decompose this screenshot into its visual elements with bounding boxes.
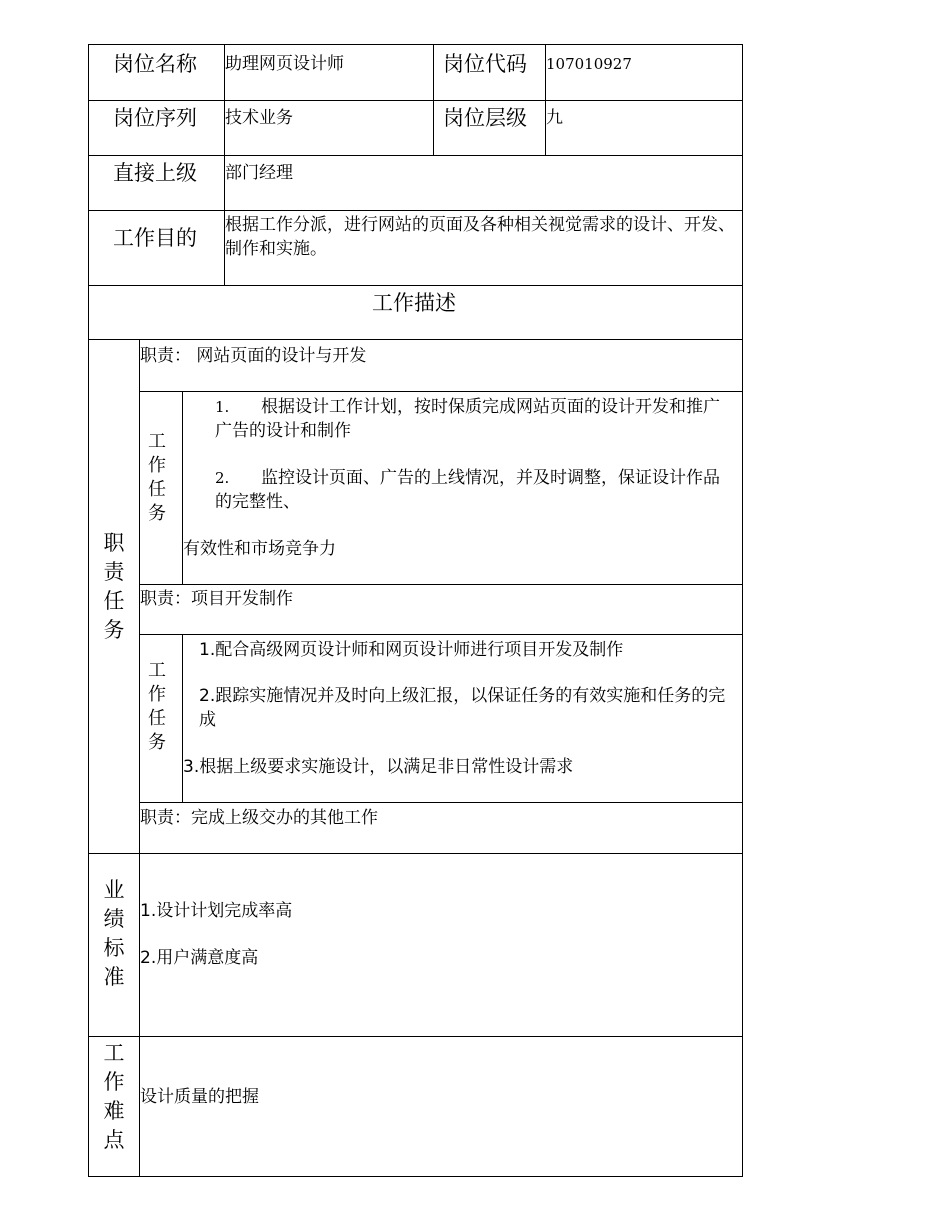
position-name-value: 助理网页设计师 [225, 54, 344, 74]
purpose-value: 根据工作分派，进行网站的页面及各种相关视觉需求的设计、开发、制作和实施。 [225, 215, 735, 259]
position-series-value: 技术业务 [225, 108, 293, 128]
task-item: 1.配合高级网页设计师和网页设计师进行项目开发及制作 [199, 640, 624, 660]
difficulty-label: 工作难点 [103, 1041, 125, 1152]
supervisor-value: 部门经理 [225, 163, 293, 183]
task-number: 1. [215, 398, 230, 416]
task-extra: 有效性和市场竞争力 [183, 539, 336, 559]
rule [742, 44, 743, 1177]
rule [139, 802, 743, 803]
performance-label: 业绩标准 [103, 878, 125, 989]
rule [88, 853, 743, 854]
rule [139, 391, 743, 392]
rule [88, 210, 743, 211]
duty-title: 职责：项目开发制作 [140, 589, 293, 609]
position-code-value: 107010927 [546, 55, 632, 73]
rule [433, 44, 434, 155]
task-item [215, 395, 735, 443]
position-level-label: 岗位层级 [443, 106, 527, 130]
duty-title: 职责：完成上级交办的其他工作 [140, 808, 378, 828]
task-text: 根据设计工作计划，按时保质完成网站页面的设计开发和推广广告的设计和制作 [215, 397, 720, 441]
position-level-value: 九 [546, 108, 563, 128]
task-text: 监控设计页面、广告的上线情况，并及时调整，保证设计作品的完整性、 [215, 468, 720, 512]
performance-item: 1.设计计划完成率高 [140, 901, 293, 921]
rule [88, 155, 743, 156]
task-label: 工作任务 [148, 660, 166, 753]
supervisor-label: 直接上级 [113, 161, 197, 185]
rule [139, 634, 743, 635]
position-name-label: 岗位名称 [113, 52, 197, 76]
task-label: 工作任务 [148, 431, 166, 524]
task-item: 3.根据上级要求实施设计，以满足非日常性设计需求 [183, 757, 574, 777]
rule [139, 584, 743, 585]
task-item: 2.跟踪实施情况并及时向上级汇报，以保证任务的有效实施和任务的完成 [199, 686, 726, 730]
duties-label: 职责任务 [103, 531, 125, 642]
position-series-label: 岗位序列 [113, 106, 197, 130]
rule [88, 44, 89, 1177]
task-item [215, 466, 735, 514]
duty-title: 职责： 网站页面的设计与开发 [140, 346, 367, 366]
task-number: 2. [215, 469, 230, 487]
difficulty-value: 设计质量的把握 [140, 1087, 259, 1107]
rule [139, 339, 140, 1177]
rule [88, 339, 743, 340]
purpose-label: 工作目的 [113, 226, 197, 250]
rule [88, 44, 743, 45]
section-title: 工作描述 [372, 291, 456, 315]
rule [88, 1176, 743, 1177]
rule [88, 100, 743, 101]
rule [88, 1036, 743, 1037]
position-code-label: 岗位代码 [443, 52, 527, 76]
rule [88, 285, 743, 286]
performance-item: 2.用户满意度高 [140, 948, 259, 968]
